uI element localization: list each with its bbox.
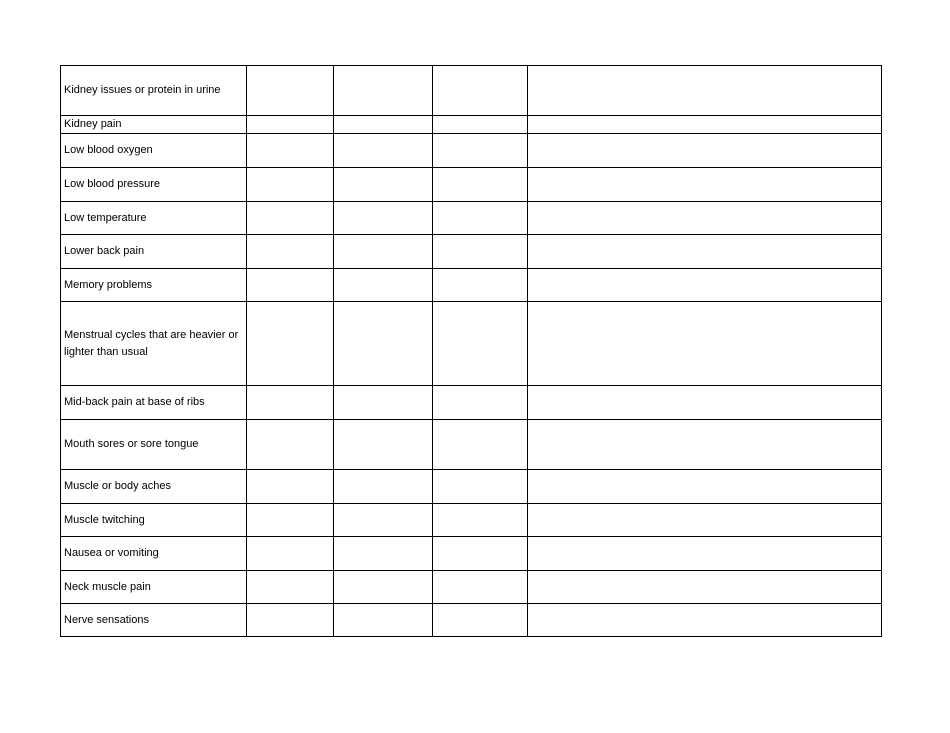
symptom-label: Menstrual cycles that are heavier or lighter than usual: [61, 302, 247, 386]
notes-cell[interactable]: [528, 604, 882, 637]
symptom-label: Nausea or vomiting: [61, 537, 247, 571]
entry-cell[interactable]: [433, 202, 528, 235]
entry-cell[interactable]: [334, 134, 433, 168]
notes-cell[interactable]: [528, 537, 882, 571]
entry-cell[interactable]: [247, 202, 334, 235]
table-body: [61, 66, 882, 637]
symptom-label: Muscle twitching: [61, 504, 247, 537]
entry-cell[interactable]: [433, 537, 528, 571]
entry-cell[interactable]: [247, 470, 334, 504]
entry-cell[interactable]: [247, 66, 334, 116]
notes-cell[interactable]: [528, 420, 882, 470]
entry-cell[interactable]: [433, 604, 528, 637]
entry-cell[interactable]: [433, 571, 528, 604]
notes-cell[interactable]: [528, 571, 882, 604]
symptom-label: Memory problems: [61, 269, 247, 302]
entry-cell[interactable]: [334, 420, 433, 470]
entry-cell[interactable]: [433, 269, 528, 302]
notes-cell[interactable]: [528, 386, 882, 420]
symptom-label: Low temperature: [61, 202, 247, 235]
entry-cell[interactable]: [334, 470, 433, 504]
notes-cell[interactable]: [528, 504, 882, 537]
entry-cell[interactable]: [334, 604, 433, 637]
entry-cell[interactable]: [334, 66, 433, 116]
notes-cell[interactable]: [528, 470, 882, 504]
entry-cell[interactable]: [433, 235, 528, 269]
notes-cell[interactable]: [528, 235, 882, 269]
entry-cell[interactable]: [247, 116, 334, 134]
notes-cell[interactable]: [528, 66, 882, 116]
entry-cell[interactable]: [247, 604, 334, 637]
entry-cell[interactable]: [334, 537, 433, 571]
table-row: [61, 66, 882, 116]
symptom-label: Kidney issues or protein in urine: [61, 66, 247, 116]
table-row: [61, 537, 882, 571]
entry-cell[interactable]: [334, 386, 433, 420]
entry-cell[interactable]: [433, 116, 528, 134]
notes-cell[interactable]: [528, 202, 882, 235]
entry-cell[interactable]: [247, 504, 334, 537]
entry-cell[interactable]: [334, 504, 433, 537]
symptom-label: Low blood oxygen: [61, 134, 247, 168]
entry-cell[interactable]: [433, 134, 528, 168]
table-row: [61, 168, 882, 202]
symptom-label: Kidney pain: [61, 116, 247, 134]
symptom-label: Nerve sensations: [61, 604, 247, 637]
entry-cell[interactable]: [433, 420, 528, 470]
notes-cell[interactable]: [528, 168, 882, 202]
entry-cell[interactable]: [247, 386, 334, 420]
table-row: [61, 269, 882, 302]
entry-cell[interactable]: [433, 168, 528, 202]
notes-cell[interactable]: [528, 134, 882, 168]
table-row: [61, 235, 882, 269]
entry-cell[interactable]: [247, 269, 334, 302]
entry-cell[interactable]: [334, 269, 433, 302]
entry-cell[interactable]: [433, 504, 528, 537]
entry-cell[interactable]: [247, 302, 334, 386]
table-row: [61, 604, 882, 637]
symptom-label: Lower back pain: [61, 235, 247, 269]
entry-cell[interactable]: [247, 571, 334, 604]
table-row: [61, 386, 882, 420]
table-row: [61, 420, 882, 470]
entry-cell[interactable]: [334, 116, 433, 134]
symptom-label: Mid-back pain at base of ribs: [61, 386, 247, 420]
entry-cell[interactable]: [334, 168, 433, 202]
table-row: [61, 571, 882, 604]
entry-cell[interactable]: [433, 470, 528, 504]
symptom-label: Low blood pressure: [61, 168, 247, 202]
entry-cell[interactable]: [247, 537, 334, 571]
entry-cell[interactable]: [334, 302, 433, 386]
entry-cell[interactable]: [334, 571, 433, 604]
table-row: [61, 202, 882, 235]
entry-cell[interactable]: [433, 66, 528, 116]
symptom-label: Neck muscle pain: [61, 571, 247, 604]
entry-cell[interactable]: [334, 202, 433, 235]
notes-cell[interactable]: [528, 302, 882, 386]
table-row: [61, 504, 882, 537]
entry-cell[interactable]: [433, 386, 528, 420]
table-row: [61, 470, 882, 504]
table-row: [61, 134, 882, 168]
symptom-label: Mouth sores or sore tongue: [61, 420, 247, 470]
entry-cell[interactable]: [247, 420, 334, 470]
entry-cell[interactable]: [247, 235, 334, 269]
notes-cell[interactable]: [528, 269, 882, 302]
entry-cell[interactable]: [247, 168, 334, 202]
entry-cell[interactable]: [247, 134, 334, 168]
entry-cell[interactable]: [433, 302, 528, 386]
table-row: [61, 302, 882, 386]
entry-cell[interactable]: [334, 235, 433, 269]
symptom-label: Muscle or body aches: [61, 470, 247, 504]
notes-cell[interactable]: [528, 116, 882, 134]
symptom-tracking-table: [60, 65, 882, 637]
table-row: [61, 116, 882, 134]
